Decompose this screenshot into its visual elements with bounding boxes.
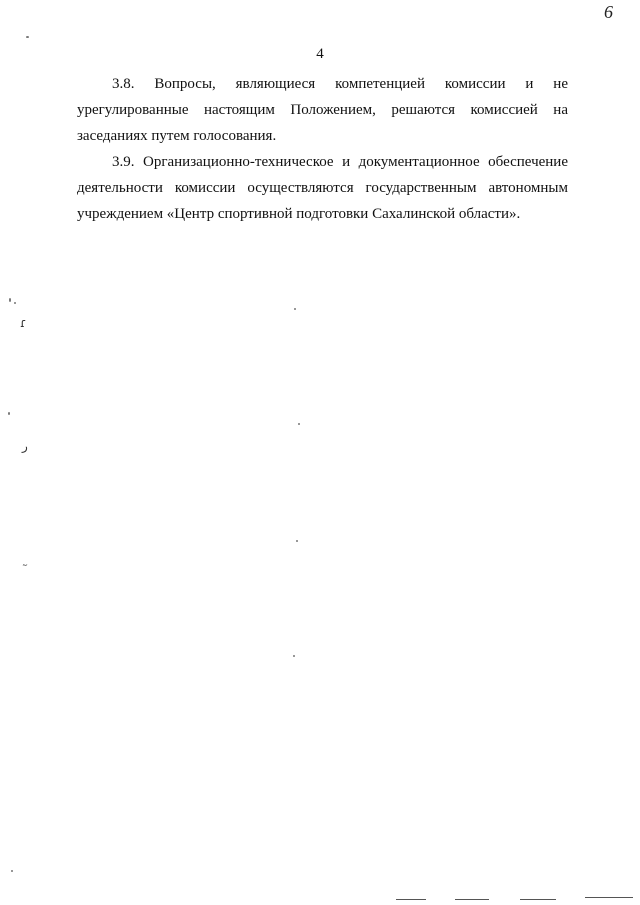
scan-edge-line bbox=[396, 899, 426, 900]
paragraph-3-9 bbox=[77, 149, 568, 227]
scan-artifact-mark: ɾ bbox=[20, 316, 27, 330]
paragraph-line: заседаниях путем голосования. bbox=[77, 128, 277, 144]
scan-speck bbox=[293, 655, 295, 657]
scan-speck bbox=[296, 540, 298, 542]
paragraph-line: 3.9. Организационно-техническое и документационное обеспечение bbox=[112, 154, 568, 170]
paragraph-line: учреждением «Центр спортивной подготовки Сахалинской области». bbox=[77, 206, 521, 222]
handwritten-page-mark: 6 bbox=[604, 2, 613, 22]
paragraph-line: 3.8. Вопросы, являющиеся компетенцией комиссии и не bbox=[112, 76, 568, 92]
scan-speck bbox=[14, 302, 16, 304]
scan-speck bbox=[8, 412, 10, 415]
page-number: 4 bbox=[316, 46, 324, 62]
scan-speck bbox=[298, 423, 300, 425]
scan-edge-line bbox=[520, 899, 556, 900]
scan-speck bbox=[26, 36, 29, 38]
scan-speck bbox=[9, 298, 11, 302]
scan-edge-line bbox=[455, 899, 489, 900]
paragraph-line: деятельности комиссии осуществляются государственным автономным bbox=[77, 180, 568, 196]
scan-speck bbox=[11, 870, 13, 872]
scan-edge-line bbox=[585, 897, 633, 898]
scan-artifact-mark: ر bbox=[22, 439, 28, 453]
scan-speck bbox=[294, 308, 296, 310]
paragraph-3-8 bbox=[77, 71, 568, 149]
paragraph-line: урегулированные настоящим Положением, решаются комиссией на bbox=[77, 102, 568, 118]
